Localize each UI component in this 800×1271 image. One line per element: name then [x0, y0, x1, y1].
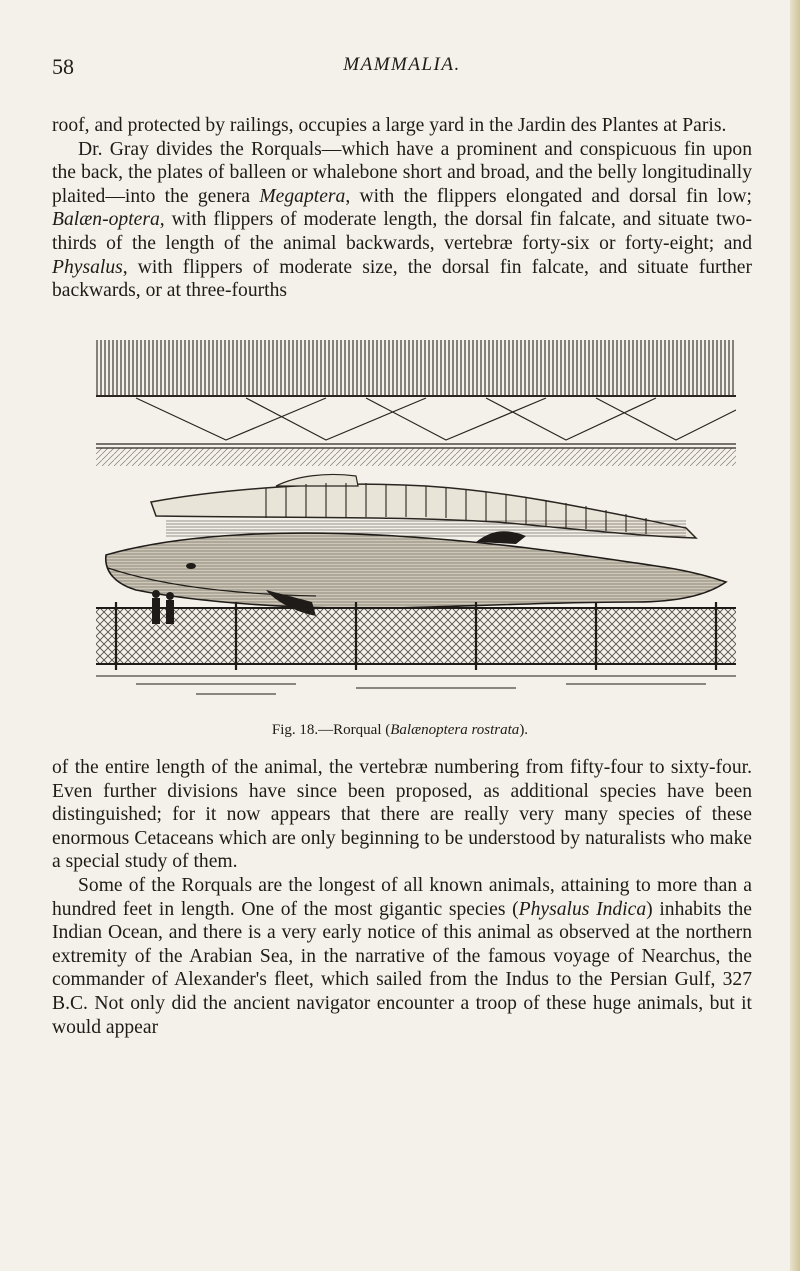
text-run: , with flippers of moderate length, the dorsal fin falcate, and situate two-thirds of the length of the animal backwards, vertebræ forty-six or forty-eight; and: [52, 209, 752, 254]
rorqual-illustration: [96, 340, 736, 708]
paragraph: [52, 874, 752, 1039]
text-run: , with the flippers elongated and dorsal fin low;: [345, 185, 752, 207]
paragraph: [52, 114, 752, 138]
roof-trusses: [96, 398, 736, 448]
rorqual-engraving: [96, 340, 736, 708]
text-run: roof, and protected by railings, occupies a large yard in the Jardin des Plantes at Paris.: [52, 115, 727, 136]
figure-caption: [0, 722, 800, 739]
caption-label: Fig. 18.—Rorqual (: [271, 722, 391, 738]
italic-term: Physalus Indica: [518, 898, 647, 920]
gallery-windows: [96, 340, 736, 396]
running-title: MAMMALIA.: [343, 54, 461, 75]
italic-term: Megaptera: [259, 185, 346, 207]
body-text-top: [52, 114, 752, 303]
text-run: Dr. Gray divides the Rorquals—which have a prominent and conspicuous fin upon the back, the plates of balleen or whalebone short and broad, and the belly longitudinally plaited—into the genera: [52, 138, 752, 207]
whale-skeleton: [151, 474, 696, 538]
railing: [96, 602, 736, 670]
text-run: of the entire length of the animal, the vertebræ numbering from fifty-four to sixty-four. Even further divisions have since been proposed, as additional species have been distinguished; for it now appears that there are really very many species of these enormous Cetaceans which are only beginning to be understood by naturalists who make a special study of them.: [52, 757, 752, 873]
ground-lines: [96, 676, 736, 694]
caption-end: ).: [519, 722, 529, 738]
italic-term: Physalus: [52, 256, 123, 278]
text-run: , with flippers of moderate size, the dorsal fin falcate, and situate further backwards, or at three-fourths: [52, 256, 752, 302]
page-header: [52, 54, 752, 84]
text-run: Some of the Rorquals are the longest of all known animals, attaining to more than a hundred feet in length. One of the most gigantic species (: [52, 874, 752, 920]
text-run: ) inhabits the Indian Ocean, and there is a very early notice of this animal as observed at the northern extremity of the Arabian Sea, in the narrative of the famous voyage of Nearchus, the commander of Alexander's fleet, which sailed from the Indus to the Persian Gulf, 327 B.C. Not only did the ancient navigator encounter a troop of these huge animals, but it would appear: [52, 898, 752, 1038]
paragraph: [52, 138, 752, 303]
whale-body: [106, 531, 726, 616]
page-edge: [790, 0, 800, 1271]
body-text-bottom: [52, 756, 752, 1039]
paragraph: [52, 756, 752, 874]
italic-term: Balæn-optera: [52, 209, 160, 231]
page-number: 58: [52, 54, 74, 79]
caption-species: Balænoptera rostrata: [390, 722, 520, 738]
